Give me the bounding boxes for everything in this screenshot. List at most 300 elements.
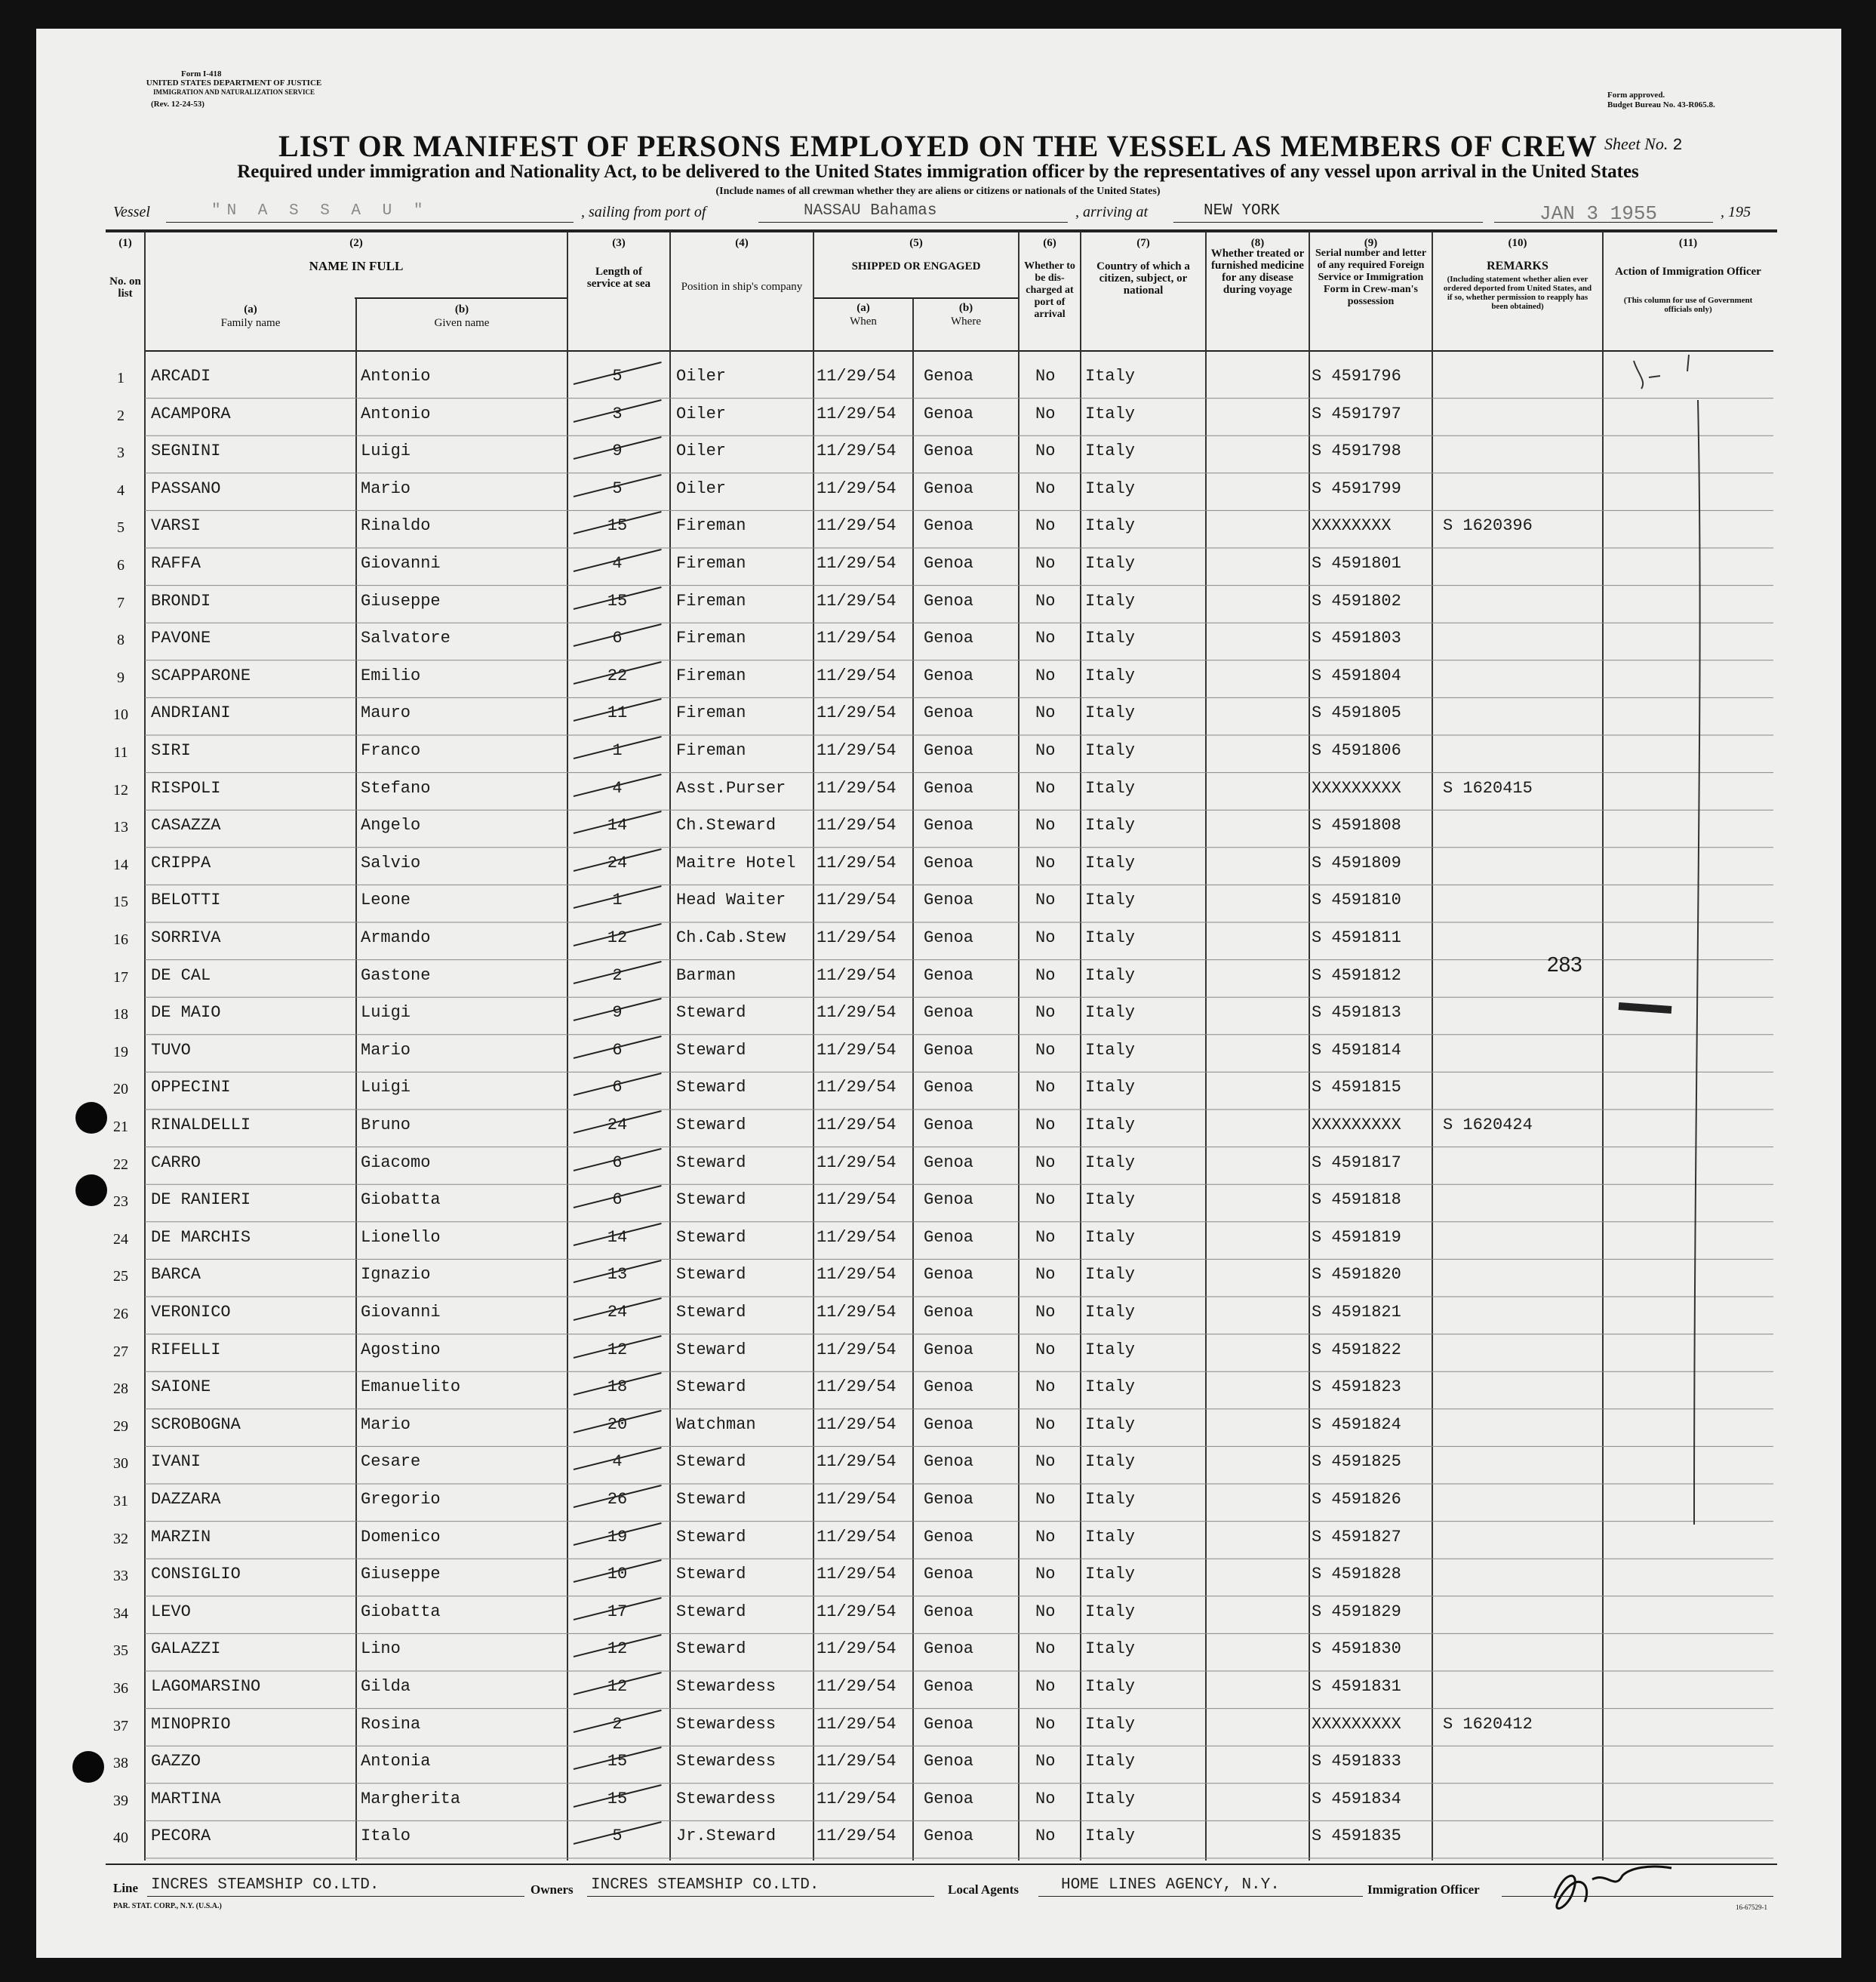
- cell-given: Giobatta: [361, 1190, 441, 1210]
- cell-remarks: S 1620424: [1443, 1116, 1533, 1134]
- cell-length: 9: [612, 1003, 623, 1023]
- cell-serial: S 4591812: [1312, 965, 1401, 985]
- sailing-value: NASSAU Bahamas: [804, 202, 937, 220]
- cell-length: 10: [607, 1565, 628, 1584]
- row-number: 4: [117, 482, 125, 499]
- cell-family: SCROBOGNA: [151, 1414, 241, 1434]
- cell-length: 5: [612, 479, 623, 498]
- cell-length: 12: [607, 928, 628, 947]
- cell-remarks: 283: [1547, 952, 1582, 976]
- cell-family: ACAMPORA: [151, 404, 231, 423]
- cell-country: Italy: [1085, 629, 1136, 648]
- cell-country: Italy: [1085, 1377, 1136, 1397]
- cell-where: Genoa: [924, 554, 974, 573]
- cell-serial: S 4591810: [1312, 891, 1401, 910]
- cell-when: 11/29/54: [817, 741, 896, 760]
- col-num-3: (3): [612, 237, 626, 249]
- cell-family: RINALDELLI: [151, 1116, 251, 1134]
- cell-length: 6: [612, 1040, 623, 1060]
- cell-family: RISPOLI: [151, 778, 221, 798]
- department: [106, 78, 362, 97]
- row-number: 22: [113, 1156, 128, 1173]
- cell-where: Genoa: [924, 1040, 974, 1060]
- cell-country: Italy: [1085, 367, 1136, 386]
- cell-serial: S 4591804: [1312, 666, 1401, 685]
- cell-where: Genoa: [924, 1602, 974, 1621]
- cell-where: Genoa: [924, 778, 974, 798]
- cell-length: 5: [612, 367, 623, 386]
- cell-given: Angelo: [361, 816, 421, 836]
- cell-where: Genoa: [924, 666, 974, 685]
- cell-country: Italy: [1085, 1490, 1136, 1509]
- cell-discharged: No: [1035, 1190, 1056, 1210]
- row-number: 8: [117, 632, 125, 649]
- cell-where: Genoa: [924, 404, 974, 423]
- cell-position: Ch.Steward: [676, 816, 777, 836]
- cell-length: 17: [607, 1602, 628, 1621]
- agents-field: [1038, 1876, 1363, 1897]
- row-number: 7: [117, 594, 125, 611]
- cell-discharged: No: [1035, 1303, 1056, 1322]
- cell-where: Genoa: [924, 367, 974, 386]
- cell-family: MINOPRIO: [151, 1714, 231, 1734]
- cell-family: ARCADI: [151, 367, 211, 386]
- row-number: 10: [113, 706, 128, 724]
- cell-family: LAGOMARSINO: [151, 1677, 261, 1696]
- row-number: 17: [113, 968, 128, 986]
- cell-serial: S 4591818: [1312, 1190, 1401, 1210]
- cell-given: Franco: [361, 741, 421, 760]
- cell-when: 11/29/54: [817, 1040, 896, 1060]
- cell-when: 11/29/54: [817, 965, 896, 985]
- cell-when: 11/29/54: [817, 891, 896, 910]
- cell-country: Italy: [1085, 965, 1136, 985]
- cell-when: 11/29/54: [817, 703, 896, 723]
- cell-length: 24: [607, 1116, 628, 1134]
- sheet-value: 2: [1672, 136, 1683, 155]
- cell-where: Genoa: [924, 891, 974, 910]
- cell-when: 11/29/54: [817, 928, 896, 947]
- cell-country: Italy: [1085, 1789, 1136, 1808]
- cell-length: 2: [612, 1714, 623, 1734]
- punch-hole: [75, 1102, 107, 1134]
- cell-position: Oiler: [676, 442, 727, 461]
- cell-country: Italy: [1085, 1303, 1136, 1322]
- col-num-2: (2): [349, 237, 363, 249]
- cell-country: Italy: [1085, 1602, 1136, 1621]
- cell-where: Genoa: [924, 591, 974, 611]
- vessel-field: [166, 202, 574, 223]
- cell-when: 11/29/54: [817, 1003, 896, 1023]
- cell-position: Steward: [676, 1340, 746, 1359]
- row-number: 9: [117, 669, 125, 686]
- header-name-in-full: NAME IN FULL: [309, 259, 404, 273]
- cell-given: Armando: [361, 928, 431, 947]
- cell-length: 14: [607, 1227, 628, 1247]
- cell-given: Agostino: [361, 1340, 441, 1359]
- cell-length: 1: [612, 891, 623, 910]
- cell-length: 24: [607, 853, 628, 873]
- cell-discharged: No: [1035, 703, 1056, 723]
- cell-family: MARTINA: [151, 1789, 221, 1808]
- cell-country: Italy: [1085, 479, 1136, 498]
- cell-family: RAFFA: [151, 554, 201, 573]
- header-position: Position in ship's company: [681, 281, 803, 293]
- punch-hole: [75, 1174, 107, 1206]
- row-number: 39: [113, 1792, 128, 1809]
- cell-discharged: No: [1035, 778, 1056, 798]
- cell-country: Italy: [1085, 1714, 1136, 1734]
- col-num-10: (10): [1508, 237, 1527, 249]
- cell-position: Stewardess: [676, 1789, 777, 1808]
- header-action-note: (This column for use of Government officials only): [1623, 296, 1753, 314]
- cell-family: PAVONE: [151, 629, 211, 648]
- cell-country: Italy: [1085, 928, 1136, 947]
- cell-country: Italy: [1085, 891, 1136, 910]
- cell-given: Domenico: [361, 1527, 441, 1547]
- cell-length: 1: [612, 741, 623, 760]
- cell-remarks: S 1620415: [1443, 778, 1533, 798]
- cell-country: Italy: [1085, 1265, 1136, 1285]
- cell-where: Genoa: [924, 1752, 974, 1771]
- row-number: 40: [113, 1830, 128, 1847]
- cell-position: Jr.Steward: [676, 1827, 777, 1846]
- cell-discharged: No: [1035, 1340, 1056, 1359]
- cell-given: Emilio: [361, 666, 421, 685]
- printer-credit: PAR. STAT. CORP., N.Y. (U.S.A.): [113, 1902, 222, 1910]
- cell-when: 11/29/54: [817, 1827, 896, 1846]
- cell-given: Salvatore: [361, 629, 451, 648]
- header-remarks-note: (Including statement whether alien ever ordered deported from United States, and if so, whether permission to reapply has been obtained): [1443, 275, 1592, 311]
- cell-country: Italy: [1085, 703, 1136, 723]
- cell-position: Steward: [676, 1303, 746, 1322]
- row-number: 27: [113, 1343, 128, 1360]
- cell-given: Antonia: [361, 1752, 431, 1771]
- cell-family: RIFELLI: [151, 1340, 221, 1359]
- cell-country: Italy: [1085, 1340, 1136, 1359]
- cell-country: Italy: [1085, 1116, 1136, 1134]
- cell-discharged: No: [1035, 1677, 1056, 1696]
- year-suffix: , 195: [1721, 204, 1751, 220]
- cell-serial: S 4591819: [1312, 1227, 1401, 1247]
- cell-given: Italo: [361, 1827, 411, 1846]
- row-number: 14: [113, 856, 128, 873]
- row-number: 6: [117, 557, 125, 574]
- budget-approval: [1607, 91, 1715, 110]
- cell-given: Giuseppe: [361, 1565, 441, 1584]
- cell-family: VERONICO: [151, 1303, 231, 1322]
- cell-when: 11/29/54: [817, 1153, 896, 1172]
- cell-when: 11/29/54: [817, 1340, 896, 1359]
- header-country: Country of which a citizen, subject, or national: [1096, 260, 1190, 297]
- cell-position: Fireman: [676, 741, 746, 760]
- cell-position: Steward: [676, 1452, 746, 1472]
- cell-discharged: No: [1035, 1452, 1056, 1472]
- form-reference: 16-67529-1: [1736, 1904, 1767, 1911]
- cell-where: Genoa: [924, 1078, 974, 1097]
- cell-serial: S 4591830: [1312, 1639, 1401, 1659]
- cell-discharged: No: [1035, 1789, 1056, 1808]
- cell-given: Lionello: [361, 1227, 441, 1247]
- row-number: 35: [113, 1642, 128, 1660]
- cell-length: 12: [607, 1677, 628, 1696]
- cell-given: Rosina: [361, 1714, 421, 1734]
- cell-family: SORRIVA: [151, 928, 221, 947]
- row-number: 18: [113, 1006, 128, 1023]
- cell-position: Oiler: [676, 479, 727, 498]
- cell-family: DE MAIO: [151, 1003, 221, 1023]
- cell-where: Genoa: [924, 1265, 974, 1285]
- cell-given: Giobatta: [361, 1602, 441, 1621]
- header-treated: Whether treated or furnished medicine for any disease during voyage: [1210, 248, 1305, 296]
- cell-serial: S 4591825: [1312, 1452, 1401, 1472]
- cell-discharged: No: [1035, 1227, 1056, 1247]
- cell-country: Italy: [1085, 1827, 1136, 1846]
- cell-given: Luigi: [361, 442, 411, 461]
- cell-when: 11/29/54: [817, 554, 896, 573]
- cell-family: OPPECINI: [151, 1078, 231, 1097]
- cell-discharged: No: [1035, 666, 1056, 685]
- revision: (Rev. 12-24-53): [151, 100, 205, 109]
- cell-when: 11/29/54: [817, 367, 896, 386]
- cell-discharged: No: [1035, 1414, 1056, 1434]
- cell-length: 6: [612, 1190, 623, 1210]
- cell-country: Italy: [1085, 1227, 1136, 1247]
- cell-given: Cesare: [361, 1452, 421, 1472]
- cell-length: 3: [612, 404, 623, 423]
- cell-country: Italy: [1085, 1677, 1136, 1696]
- cell-family: BARCA: [151, 1265, 201, 1285]
- cell-where: Genoa: [924, 928, 974, 947]
- col-num-9: (9): [1364, 237, 1378, 249]
- cell-length: 13: [607, 1265, 628, 1285]
- cell-family: TUVO: [151, 1040, 191, 1060]
- cell-length: 14: [607, 816, 628, 836]
- vessel-label: Vessel: [113, 204, 150, 220]
- cell-position: Steward: [676, 1639, 746, 1659]
- cell-given: Luigi: [361, 1003, 411, 1023]
- cell-where: Genoa: [924, 1639, 974, 1659]
- cell-family: VARSI: [151, 516, 201, 536]
- cell-where: Genoa: [924, 1003, 974, 1023]
- cell-family: SCAPPARONE: [151, 666, 251, 685]
- cell-family: DE MARCHIS: [151, 1227, 251, 1247]
- cell-given: Leone: [361, 891, 411, 910]
- owners-label: Owners: [531, 1882, 574, 1897]
- cell-discharged: No: [1035, 1565, 1056, 1584]
- header-given-name: Given name: [434, 317, 490, 329]
- header-family-a: (a): [244, 303, 257, 315]
- cell-serial: XXXXXXXXX: [1312, 1116, 1401, 1134]
- sheet-label: Sheet No.: [1604, 134, 1668, 153]
- cell-position: Oiler: [676, 404, 727, 423]
- cell-where: Genoa: [924, 965, 974, 985]
- cell-country: Italy: [1085, 1153, 1136, 1172]
- cell-where: Genoa: [924, 516, 974, 536]
- cell-position: Fireman: [676, 591, 746, 611]
- cell-remarks: S 1620412: [1443, 1714, 1533, 1734]
- cell-discharged: No: [1035, 442, 1056, 461]
- cell-serial: S 4591827: [1312, 1527, 1401, 1547]
- row-number: 20: [113, 1081, 128, 1098]
- row-number: 33: [113, 1568, 128, 1585]
- cell-serial: S 4591829: [1312, 1602, 1401, 1621]
- cell-country: Italy: [1085, 404, 1136, 423]
- cell-given: Mario: [361, 479, 411, 498]
- cell-where: Genoa: [924, 1414, 974, 1434]
- cell-family: CONSIGLIO: [151, 1565, 241, 1584]
- cell-where: Genoa: [924, 1527, 974, 1547]
- cell-country: Italy: [1085, 1040, 1136, 1060]
- form-code: Form I-418: [181, 69, 222, 78]
- cell-when: 11/29/54: [817, 1789, 896, 1808]
- cell-position: Steward: [676, 1490, 746, 1509]
- cell-serial: S 4591815: [1312, 1078, 1401, 1097]
- cell-position: Steward: [676, 1078, 746, 1097]
- include-note: (Include names of all crewman whether they are aliens or citizens or nationals of the United States): [715, 186, 1161, 197]
- cell-where: Genoa: [924, 1789, 974, 1808]
- col-num-7: (7): [1136, 237, 1150, 249]
- cell-given: Mario: [361, 1040, 411, 1060]
- cell-position: Watchman: [676, 1414, 756, 1434]
- cell-position: Fireman: [676, 516, 746, 536]
- cell-country: Italy: [1085, 1078, 1136, 1097]
- cell-given: Bruno: [361, 1116, 411, 1134]
- cell-discharged: No: [1035, 965, 1056, 985]
- cell-family: SIRI: [151, 741, 191, 760]
- cell-serial: S 4591806: [1312, 741, 1401, 760]
- cell-when: 11/29/54: [817, 1752, 896, 1771]
- cell-discharged: No: [1035, 1527, 1056, 1547]
- cell-serial: S 4591828: [1312, 1565, 1401, 1584]
- cell-given: Margherita: [361, 1789, 461, 1808]
- cell-length: 2: [612, 965, 623, 985]
- cell-length: 6: [612, 1078, 623, 1097]
- header-when-a: (a): [857, 302, 870, 314]
- row-number: 2: [117, 407, 125, 424]
- cell-discharged: No: [1035, 554, 1056, 573]
- cell-country: Italy: [1085, 1752, 1136, 1771]
- cell-given: Ignazio: [361, 1265, 431, 1285]
- cell-position: Head Waiter: [676, 891, 786, 910]
- cell-discharged: No: [1035, 1377, 1056, 1397]
- cell-position: Steward: [676, 1116, 746, 1134]
- cell-given: Luigi: [361, 1078, 411, 1097]
- cell-when: 11/29/54: [817, 1377, 896, 1397]
- cell-country: Italy: [1085, 741, 1136, 760]
- cell-given: Gastone: [361, 965, 431, 985]
- cell-length: 12: [607, 1340, 628, 1359]
- cell-position: Maitre Hotel: [676, 853, 796, 873]
- cell-family: IVANI: [151, 1452, 201, 1472]
- cell-discharged: No: [1035, 928, 1056, 947]
- cell-serial: S 4591824: [1312, 1414, 1401, 1434]
- cell-family: LEVO: [151, 1602, 191, 1621]
- service-name: IMMIGRATION AND NATURALIZATION SERVICE: [153, 88, 315, 96]
- cell-serial: S 4591813: [1312, 1003, 1401, 1023]
- cell-position: Steward: [676, 1602, 746, 1621]
- cell-length: 9: [612, 442, 623, 461]
- cell-when: 11/29/54: [817, 1414, 896, 1434]
- cell-when: 11/29/54: [817, 1190, 896, 1210]
- cell-serial: XXXXXXXX: [1312, 516, 1392, 536]
- sailing-label: , sailing from port of: [581, 204, 706, 220]
- cell-position: Steward: [676, 1040, 746, 1060]
- cell-when: 11/29/54: [817, 1227, 896, 1247]
- cell-family: DE CAL: [151, 965, 211, 985]
- cell-country: Italy: [1085, 516, 1136, 536]
- cell-discharged: No: [1035, 1714, 1056, 1734]
- cell-given: Antonio: [361, 367, 431, 386]
- cell-length: 4: [612, 1452, 623, 1472]
- cell-given: Giuseppe: [361, 591, 441, 611]
- date-stamp: JAN 3 1955: [1539, 202, 1658, 225]
- cell-where: Genoa: [924, 1452, 974, 1472]
- cell-family: CASAZZA: [151, 816, 221, 836]
- cell-when: 11/29/54: [817, 404, 896, 423]
- cell-discharged: No: [1035, 1078, 1056, 1097]
- row-number: 38: [113, 1755, 128, 1772]
- cell-length: 15: [607, 1789, 628, 1808]
- cell-serial: S 4591814: [1312, 1040, 1401, 1060]
- cell-when: 11/29/54: [817, 1565, 896, 1584]
- cell-given: Giovanni: [361, 554, 441, 573]
- cell-family: CARRO: [151, 1153, 201, 1172]
- cell-length: 5: [612, 1827, 623, 1846]
- arriving-value: NEW YORK: [1204, 202, 1280, 220]
- cell-serial: S 4591835: [1312, 1827, 1401, 1846]
- cell-country: Italy: [1085, 853, 1136, 873]
- header-where-b: (b): [958, 302, 973, 314]
- cell-where: Genoa: [924, 1227, 974, 1247]
- cell-where: Genoa: [924, 1303, 974, 1322]
- header-family-name: Family name: [220, 317, 281, 329]
- subtitle: Required under immigration and Nationality Act, to be delivered to the United States immigration officer by the representatives of any vessel upon arrival in the United States: [237, 162, 1639, 182]
- cell-discharged: No: [1035, 1153, 1056, 1172]
- cell-country: Italy: [1085, 1639, 1136, 1659]
- cell-serial: S 4591821: [1312, 1303, 1401, 1322]
- cell-position: Stewardess: [676, 1677, 777, 1696]
- cell-position: Steward: [676, 1565, 746, 1584]
- cell-when: 11/29/54: [817, 1677, 896, 1696]
- row-number: 37: [113, 1717, 128, 1734]
- row-number: 1: [117, 370, 125, 386]
- row-number: 23: [113, 1193, 128, 1211]
- cell-length: 6: [612, 629, 623, 648]
- col-num-5: (5): [909, 237, 923, 249]
- cell-family: BELOTTI: [151, 891, 221, 910]
- cell-where: Genoa: [924, 442, 974, 461]
- row-number: 11: [113, 744, 128, 761]
- owners-value: INCRES STEAMSHIP CO.LTD.: [591, 1876, 820, 1894]
- cell-given: Stefano: [361, 778, 431, 798]
- cell-where: Genoa: [924, 853, 974, 873]
- cell-position: Steward: [676, 1153, 746, 1172]
- cell-serial: S 4591802: [1312, 591, 1401, 611]
- cell-when: 11/29/54: [817, 1303, 896, 1322]
- cell-length: 15: [607, 1752, 628, 1771]
- row-number: 26: [113, 1306, 128, 1322]
- line-field: [147, 1876, 524, 1897]
- arriving-field: [1173, 202, 1483, 223]
- cell-family: GAZZO: [151, 1752, 201, 1771]
- cell-length: 15: [607, 516, 628, 536]
- cell-position: Steward: [676, 1003, 746, 1023]
- arriving-label: , arriving at: [1075, 204, 1149, 220]
- cell-family: CRIPPA: [151, 853, 211, 873]
- col-num-6: (6): [1043, 237, 1056, 249]
- cell-country: Italy: [1085, 442, 1136, 461]
